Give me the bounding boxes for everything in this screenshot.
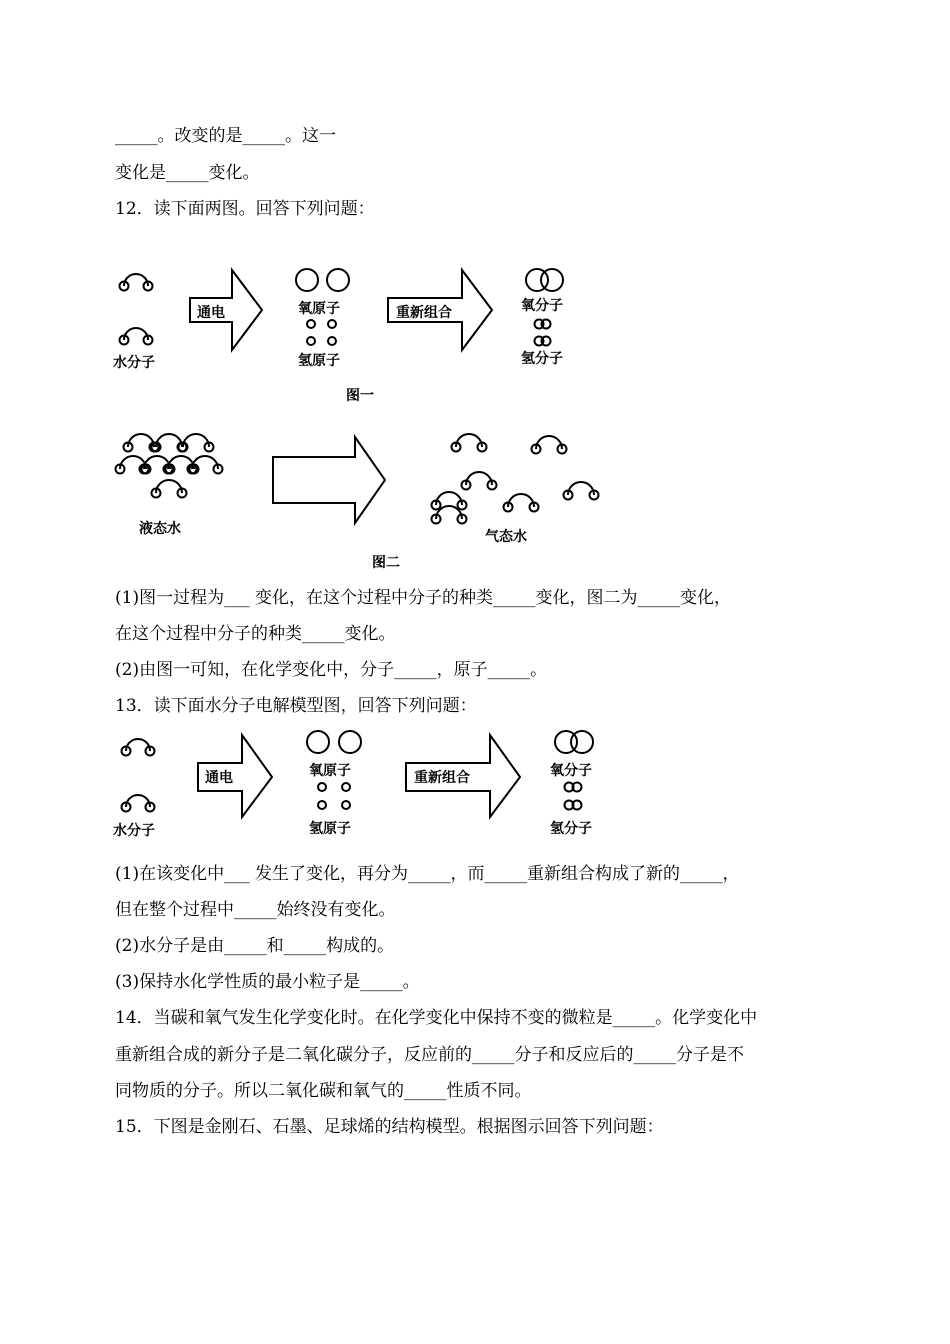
oxygen-molecule-label: 氧分子 <box>521 298 563 314</box>
electrolysis-arrow-label: 通电 <box>205 770 233 786</box>
oxygen-molecule-label: 氧分子 <box>550 763 592 779</box>
question-12-part-1: (1)图一过程为___ 变化，在这个过程中分子的种类_____变化，图二为_____变化， <box>115 588 731 608</box>
figure-two-diagram <box>110 425 610 545</box>
figure-one-diagram <box>110 260 590 370</box>
text-line: 变化是_____变化。 <box>115 163 260 183</box>
electrolysis-arrow-label: 通电 <box>197 305 225 321</box>
question-13-part-2: (2)水分子是由_____和_____构成的。 <box>115 936 395 956</box>
question-14: 14．当碳和氧气发生化学变化时。在化学变化中保持不变的微粒是_____。化学变化中 <box>115 1008 758 1028</box>
gaseous-water-label: 气态水 <box>485 529 527 545</box>
question-12-part-2: (2)由图一可知，在化学变化中，分子_____，原子_____。 <box>115 660 548 680</box>
question-13-part-1-cont: 但在整个过程中_____始终没有变化。 <box>115 900 396 920</box>
oxygen-atom-label: 氧原子 <box>309 763 351 779</box>
text-line: _____。改变的是_____。这一 <box>115 126 336 146</box>
figure-one-caption: 图一 <box>346 388 374 404</box>
recombine-arrow-label: 重新组合 <box>396 305 452 321</box>
figure-three-diagram <box>110 725 620 835</box>
question-12-part-1-cont: 在这个过程中分子的种类_____变化。 <box>115 624 396 644</box>
question-13: 13．读下面水分子电解模型图，回答下列问题： <box>115 696 477 716</box>
question-14-cont: 同物质的分子。所以二氧化碳和氧气的_____性质不同。 <box>115 1081 532 1101</box>
question-13-part-3: (3)保持水化学性质的最小粒子是_____。 <box>115 972 420 992</box>
question-15: 15．下图是金刚石、石墨、足球烯的结构模型。根据图示回答下列问题： <box>115 1117 664 1137</box>
question-13-part-1: (1)在该变化中___ 发生了变化，再分为_____，而_____重新组合构成了新的_____， <box>115 864 740 884</box>
liquid-water-label: 液态水 <box>139 521 181 537</box>
question-12: 12．读下面两图。回答下列问题： <box>115 199 375 219</box>
question-14-cont: 重新组合成的新分子是二氧化碳分子，反应前的_____分子和反应后的_____分子是不 <box>115 1045 744 1065</box>
hydrogen-molecule-label: 氢分子 <box>550 821 592 837</box>
water-molecule-label: 水分子 <box>113 355 155 371</box>
hydrogen-molecule-label: 氢分子 <box>521 351 563 367</box>
hydrogen-atom-label: 氢原子 <box>309 821 351 837</box>
hydrogen-atom-label: 氢原子 <box>298 353 340 369</box>
water-molecule-label: 水分子 <box>113 823 155 839</box>
figure-two-caption: 图二 <box>372 555 400 571</box>
oxygen-atom-label: 氧原子 <box>298 301 340 317</box>
recombine-arrow-label: 重新组合 <box>414 770 470 786</box>
